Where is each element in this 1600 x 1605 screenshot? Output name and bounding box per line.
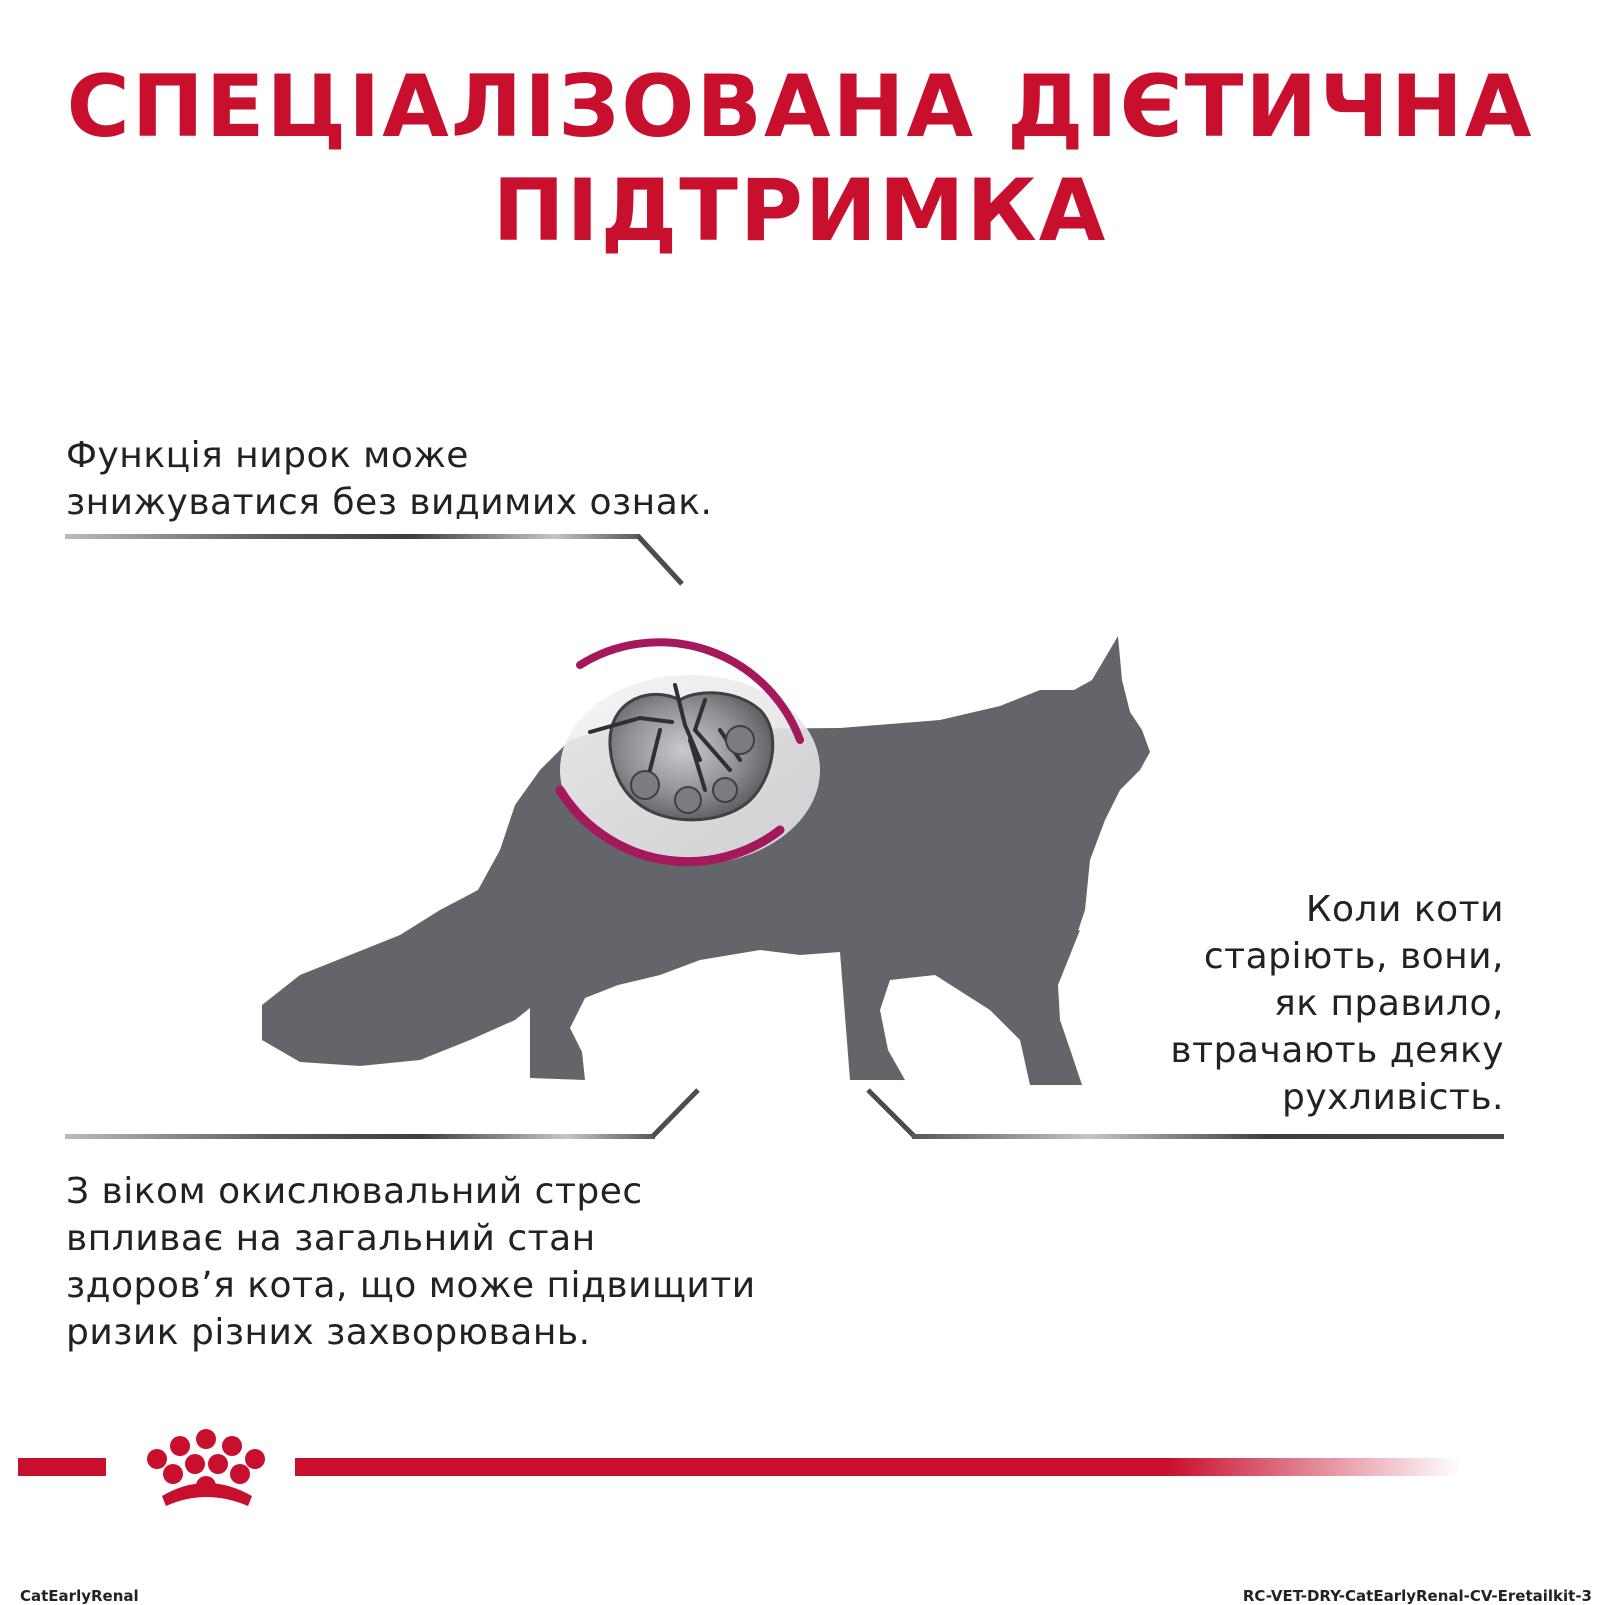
footer-code-left: CatEarlyRenal bbox=[20, 1587, 139, 1605]
kidney-caption-line: знижуватися без видимих ознак. bbox=[66, 482, 713, 523]
mobility-caption-line: як правило, bbox=[1274, 983, 1504, 1024]
connector-line bbox=[65, 1134, 655, 1139]
mobility-caption-line: втрачають деяку bbox=[1170, 1030, 1504, 1071]
connector-diagonal bbox=[638, 536, 682, 584]
mobility-caption-line: рухливість. bbox=[1281, 1077, 1504, 1118]
stress-caption-line: здоров’я кота, що може підвищити bbox=[66, 1265, 756, 1306]
kidney-caption-line: Функція нирок може bbox=[66, 435, 469, 476]
stress-caption-line: З віком окислювальний стрес bbox=[66, 1171, 643, 1212]
brand-bar-left bbox=[18, 1458, 106, 1476]
royal-canin-crown-logo bbox=[147, 1429, 265, 1506]
connector-line bbox=[65, 534, 640, 539]
connector-top-left bbox=[65, 534, 682, 584]
kidney-magnifier bbox=[560, 642, 820, 865]
connector-bottom-right bbox=[868, 1090, 1504, 1139]
page-title-line-1: СПЕЦІАЛІЗОВАНА ДІЄТИЧНА bbox=[66, 57, 1534, 157]
page-title-line-2: ПІДТРИМКА bbox=[492, 161, 1108, 261]
mobility-caption-line: старіють, вони, bbox=[1203, 936, 1504, 977]
mobility-caption-line: Коли коти bbox=[1305, 889, 1504, 930]
connector-diagonal bbox=[868, 1090, 914, 1136]
connector-diagonal bbox=[653, 1090, 698, 1136]
stress-caption-line: ризик різних захворювань. bbox=[66, 1312, 591, 1353]
footer-code-right: RC-VET-DRY-CatEarlyRenal-CV-Eretailkit-3 bbox=[1242, 1587, 1592, 1605]
connector-bottom-left bbox=[65, 1090, 698, 1139]
connector-line bbox=[912, 1134, 1504, 1139]
stress-caption-line: впливає на загальний стан bbox=[66, 1218, 596, 1259]
brand-bar-right bbox=[295, 1458, 1460, 1476]
